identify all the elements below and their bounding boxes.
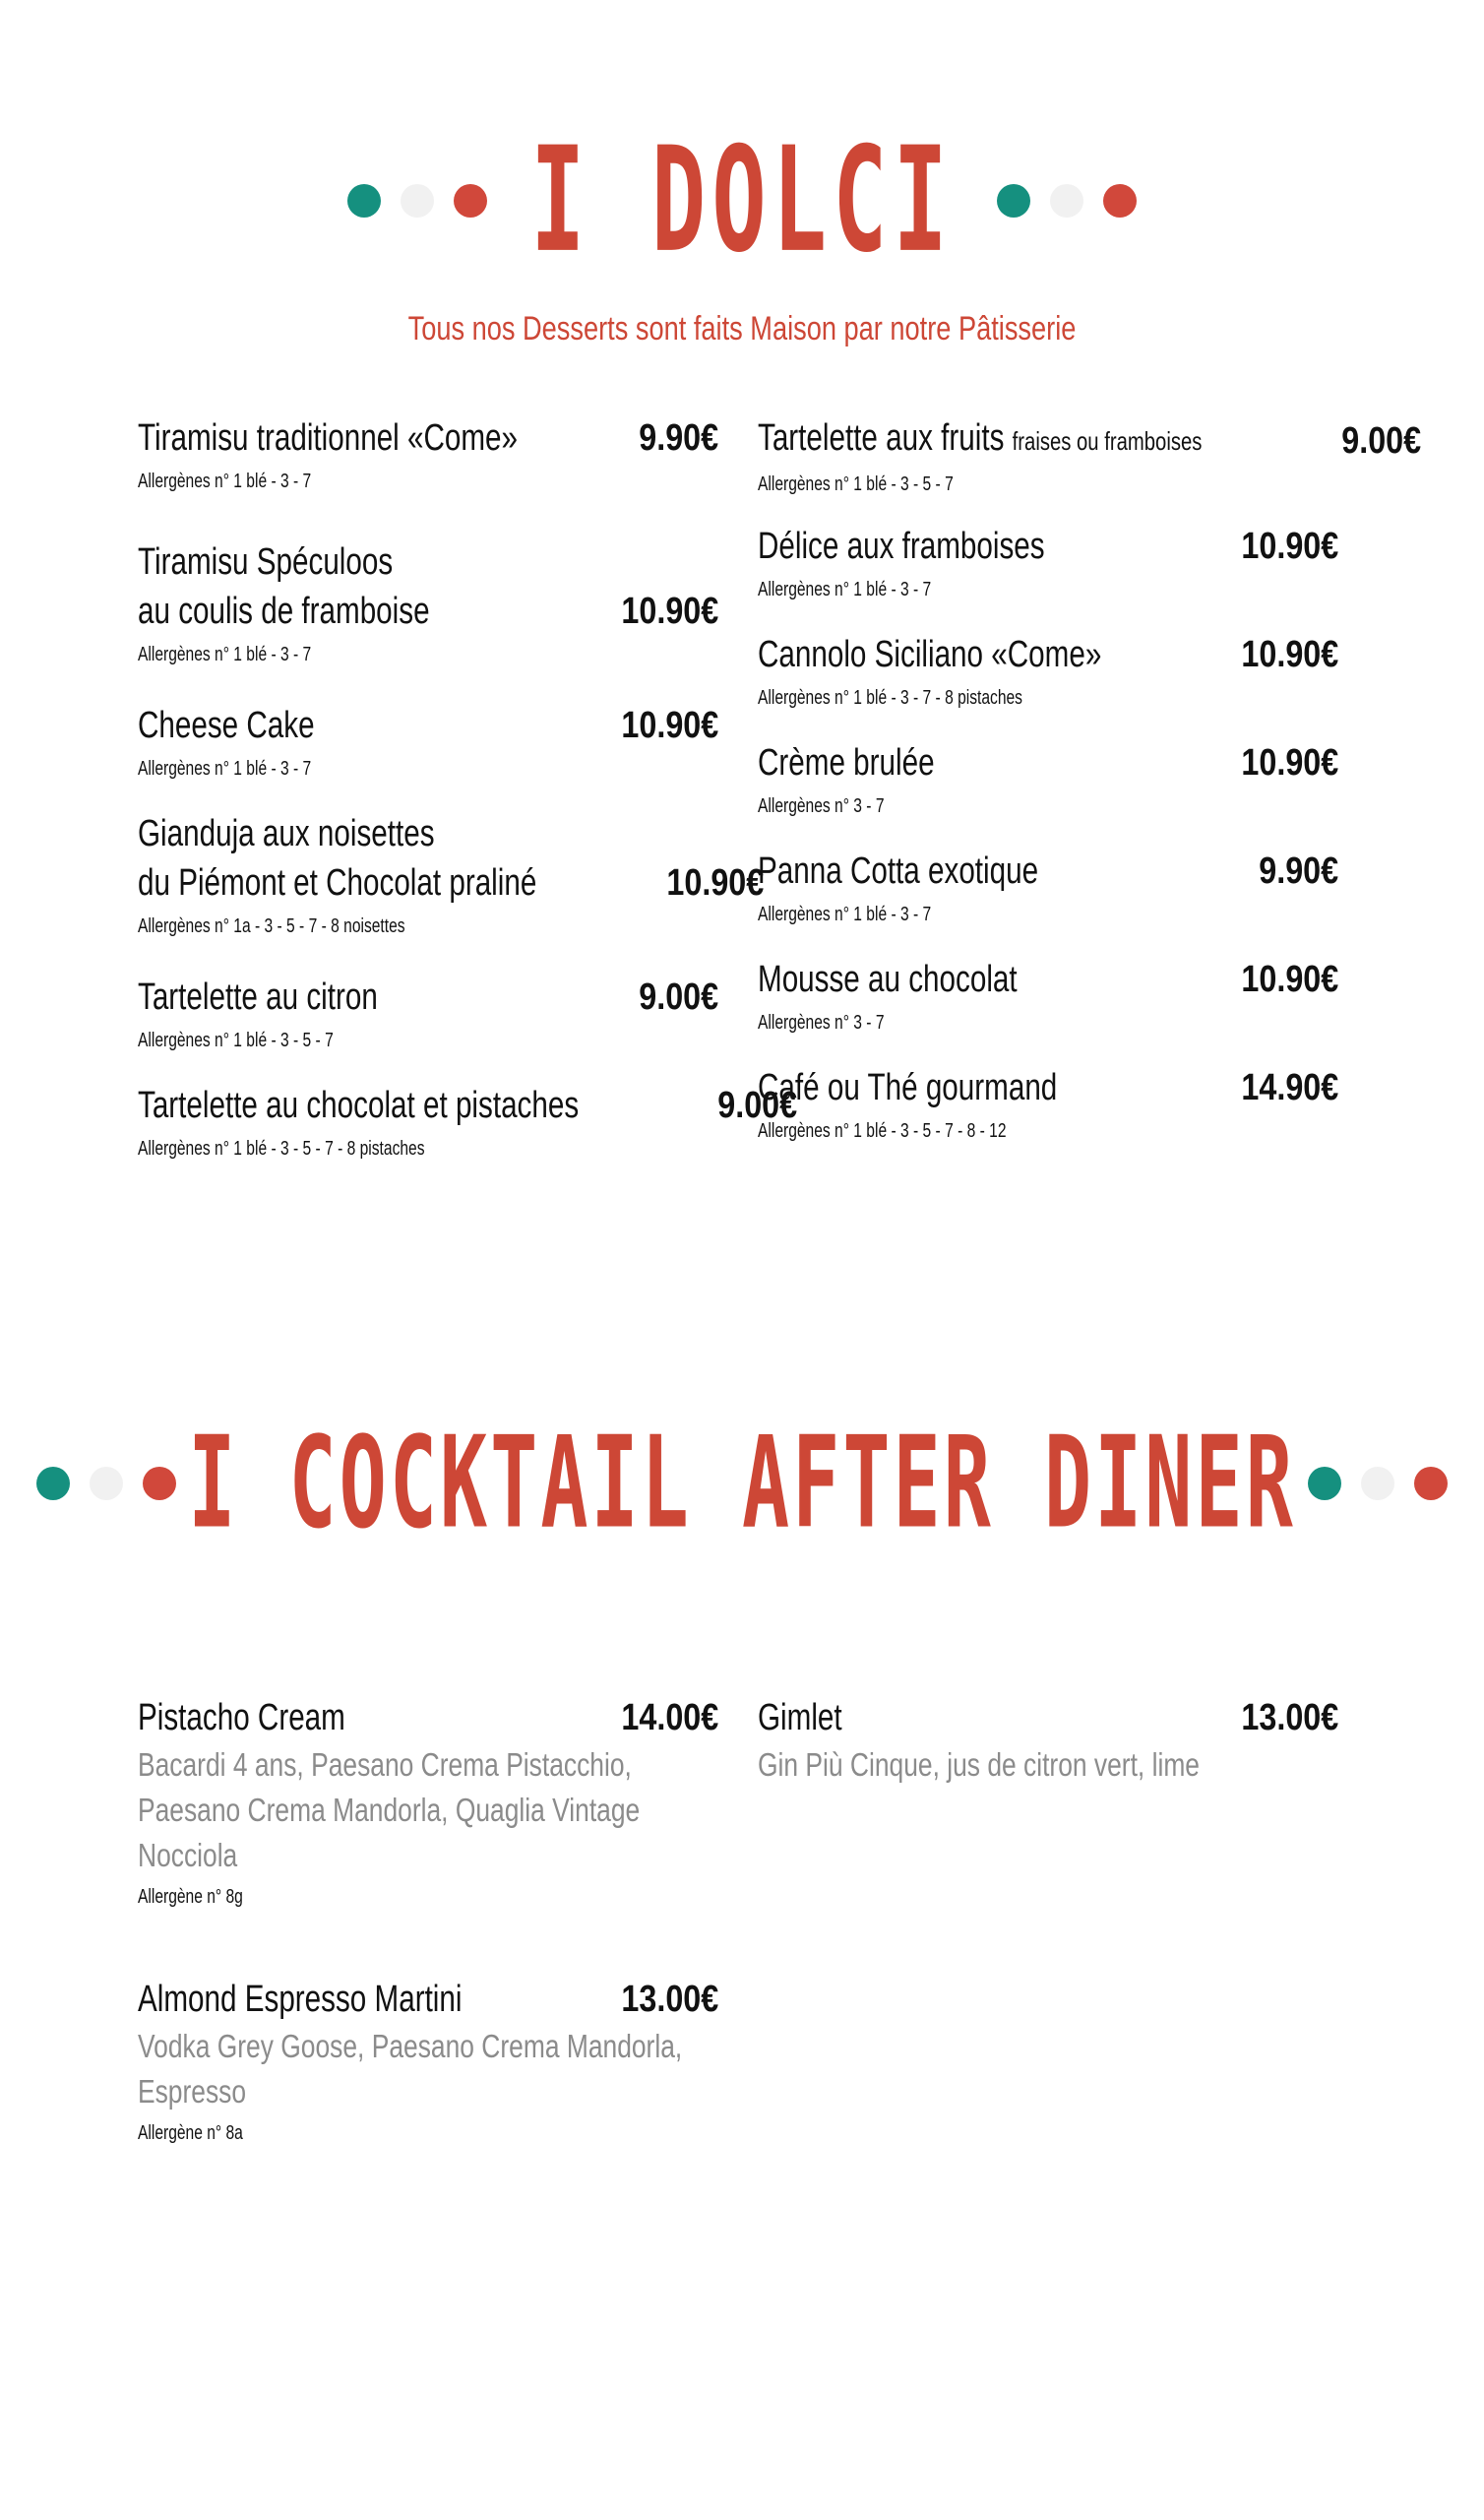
red-dot-icon xyxy=(1103,184,1137,218)
item-allergens: Allergènes n° 1 blé - 3 - 7 xyxy=(758,904,932,925)
cocktail-item xyxy=(138,1693,718,1910)
item-name: Panna Cotta exotique xyxy=(758,850,1039,892)
green-dot-icon xyxy=(997,184,1030,218)
green-dot-icon xyxy=(36,1467,70,1500)
item-name: Tiramisu traditionnel «Come» xyxy=(138,417,519,459)
item-name: Gianduja aux noisettes xyxy=(138,813,435,854)
item-allergens: Allergènes n° 1 blé - 3 - 7 xyxy=(758,579,932,600)
menu-item xyxy=(138,701,718,782)
item-name: Tiramisu Spéculoos xyxy=(138,541,394,583)
item-name: Tartelette aux fruits fraises ou framboises xyxy=(758,417,1203,459)
item-allergens: Allergènes n° 1a - 3 - 5 - 7 - 8 noisettes xyxy=(138,915,405,937)
cocktail-name: Gimlet xyxy=(758,1697,842,1738)
item-price: 9.00€ xyxy=(639,976,718,1018)
red-dot-icon xyxy=(1414,1467,1448,1500)
dolci-header xyxy=(0,115,1484,348)
item-price: 9.90€ xyxy=(639,417,719,459)
menu-item xyxy=(138,809,764,939)
dolci-title-row xyxy=(0,115,1484,285)
item-price: 10.90€ xyxy=(621,705,718,746)
item-price: 10.90€ xyxy=(1241,634,1338,675)
item-allergens: Allergènes n° 1 blé - 3 - 7 xyxy=(138,758,312,780)
item-name: Café ou Thé gourmand xyxy=(758,1067,1058,1108)
item-allergens: Allergènes n° 1 blé - 3 - 5 - 7 xyxy=(758,473,954,495)
green-dot-icon xyxy=(347,184,381,218)
cocktail-header xyxy=(0,1410,1484,1556)
item-price: 9.00€ xyxy=(1340,420,1421,462)
cocktail-title: I COCKTAIL AFTER DINER xyxy=(188,1410,1296,1556)
item-note: fraises ou framboises xyxy=(1012,426,1203,456)
menu-item xyxy=(758,847,1338,927)
menu-item xyxy=(758,630,1338,711)
cocktail-ingredients: Gin Più Cinque, jus de citron vert, lime xyxy=(758,1746,1200,1783)
dolci-subtitle: Tous nos Desserts sont faits Maison par notre Pâtisserie xyxy=(407,310,1077,347)
menu-item xyxy=(758,1063,1338,1144)
cocktail-price: 13.00€ xyxy=(1241,1697,1338,1738)
cocktail-price: 13.00€ xyxy=(621,1979,718,2020)
menu-item xyxy=(138,537,718,667)
cocktail-ingredients: Vodka Grey Goose, Paesano Crema Mandorla, Espresso xyxy=(138,2028,683,2110)
item-price: 9.00€ xyxy=(716,1085,797,1126)
white-dot-icon xyxy=(1361,1467,1394,1500)
menu-item xyxy=(758,955,1338,1036)
menu-item xyxy=(758,413,1421,497)
item-name: Délice aux framboises xyxy=(758,526,1045,567)
red-dot-icon xyxy=(143,1467,176,1500)
dolci-title: I DOLCI xyxy=(530,115,954,285)
item-price: 10.90€ xyxy=(621,591,718,632)
item-allergens: Allergènes n° 1 blé - 3 - 7 xyxy=(138,471,312,492)
item-name: Crème brulée xyxy=(758,742,935,784)
decor-dots-right xyxy=(997,184,1137,218)
cocktail-name: Almond Espresso Martini xyxy=(138,1979,463,2020)
decor-dots-left xyxy=(36,1467,176,1500)
white-dot-icon xyxy=(401,184,434,218)
item-allergens: Allergènes n° 1 blé - 3 - 7 - 8 pistaches xyxy=(758,687,1022,709)
menu-item xyxy=(138,413,718,494)
decor-dots-right xyxy=(1308,1467,1448,1500)
cocktail-ingredients: Bacardi 4 ans, Paesano Crema Pistacchio, Paesano Crema Mandorla, Quaglia Vintage Nocciola xyxy=(138,1746,641,1873)
menu-item xyxy=(758,738,1338,819)
item-price: 10.90€ xyxy=(666,862,764,904)
item-allergens: Allergènes n° 1 blé - 3 - 5 - 7 - 8 - 12 xyxy=(758,1120,1007,1142)
item-price: 14.90€ xyxy=(1241,1067,1338,1108)
cocktail-name: Pistacho Cream xyxy=(138,1697,345,1738)
item-name: Cheese Cake xyxy=(138,705,315,746)
cocktail-price: 14.00€ xyxy=(621,1697,718,1738)
cocktail-item xyxy=(758,1693,1338,1788)
green-dot-icon xyxy=(1308,1467,1341,1500)
item-name: Tartelette au citron xyxy=(138,976,378,1018)
item-name-line2: du Piémont et Chocolat praliné xyxy=(138,862,537,904)
menu-item xyxy=(138,973,718,1053)
item-price: 10.90€ xyxy=(1241,742,1338,784)
menu-item xyxy=(758,522,1338,602)
cocktail-item xyxy=(138,1975,718,2146)
item-allergens: Allergènes n° 1 blé - 3 - 5 - 7 - 8 pistaches xyxy=(138,1138,425,1160)
item-name-line2: au coulis de framboise xyxy=(138,591,430,632)
item-name: Cannolo Siciliano «Come» xyxy=(758,634,1102,675)
menu-item xyxy=(138,1081,797,1162)
item-price: 10.90€ xyxy=(1241,959,1338,1000)
item-price: 9.90€ xyxy=(1259,850,1338,892)
cocktail-allergens: Allergène n° 8a xyxy=(138,2122,243,2144)
item-allergens: Allergènes n° 3 - 7 xyxy=(758,795,885,817)
item-allergens: Allergènes n° 3 - 7 xyxy=(758,1012,885,1034)
decor-dots-left xyxy=(347,184,487,218)
cocktail-allergens: Allergène n° 8g xyxy=(138,1886,243,1908)
item-price: 10.90€ xyxy=(1241,526,1338,567)
item-allergens: Allergènes n° 1 blé - 3 - 7 xyxy=(138,644,312,665)
white-dot-icon xyxy=(1050,184,1083,218)
item-name: Tartelette au chocolat et pistaches xyxy=(138,1085,580,1126)
red-dot-icon xyxy=(454,184,487,218)
cocktail-title-row xyxy=(0,1410,1484,1556)
item-allergens: Allergènes n° 1 blé - 3 - 5 - 7 xyxy=(138,1030,334,1051)
item-name: Mousse au chocolat xyxy=(758,959,1018,1000)
white-dot-icon xyxy=(90,1467,123,1500)
